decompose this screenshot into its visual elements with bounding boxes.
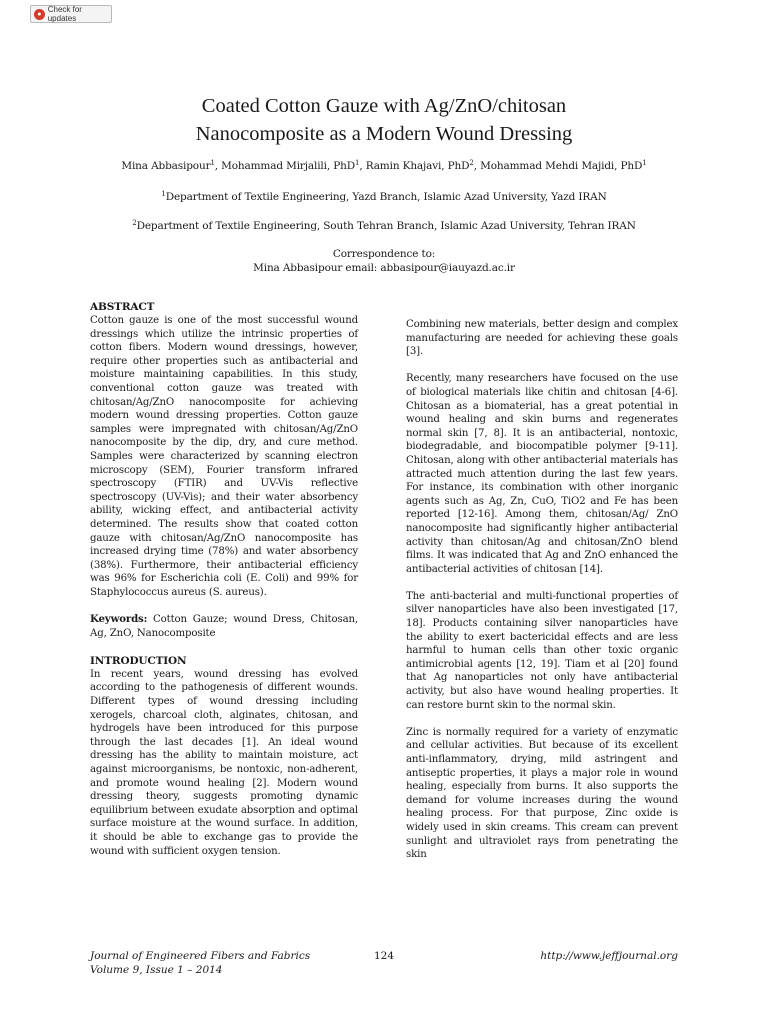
affiliation-2 (0, 220, 768, 232)
abstract-heading: ABSTRACT (90, 301, 155, 313)
keywords-label: Keywords: (90, 613, 148, 626)
check-for-updates-label: Check for updates (47, 5, 82, 23)
right-paragraph-2: Recently, many researchers have focused on the use of biological materials like chitin and chitosan [4-6]. Chitosan as a biomaterial, has a great potential in wound healing and skin burns and regenerates normal skin [7, 8]. It is an antibacterial, nontoxic, biodegradable, and biocompatible polymer [9-11]. Chitosan, along with other antibacterial materials has attracted much attention during the last few years. For instance, its combination with other inorganic agents such as Ag, Zn, CuO, TiO2 and Fe has been reported [12-16]. Among them, chitosan/Ag/ ZnO nanocomposite had significantly higher antibacterial activity than chitosan/Ag and chitosan/ZnO blend films. It was indicated that Ag and ZnO enhanced the antibacterial activities of chitosan [14]. (406, 373, 678, 575)
check-updates-icon: ● (34, 9, 45, 20)
author-3-affil: 2 (469, 159, 474, 167)
affiliation-1 (0, 191, 768, 203)
paper-title (0, 92, 768, 148)
affiliation-2-text: Department of Textile Engineering, South Tehran Branch, Islamic Azad University, Tehran IRAN (136, 220, 636, 232)
right-paragraph-1: Combining new materials, better design and complex manufacturing are needed for achieving these goals [3]. (406, 319, 678, 358)
keywords (90, 613, 358, 640)
correspondence-line: Mina Abbasipour email: abbasipour@iauyazd.ac.ir (253, 262, 515, 274)
author-4: , Mohammad Mehdi Majidi, PhD (473, 160, 643, 172)
author-2: , Mohammad Mirjalili, PhD (214, 160, 356, 172)
affiliation-1-number: 1 (161, 190, 166, 198)
author-4-affil: 1 (642, 159, 647, 167)
affiliation-1-text: Department of Textile Engineering, Yazd Branch, Islamic Azad University, Yazd IRAN (165, 191, 607, 203)
keywords-text: Cotton Gauze; wound Dress, Chitosan, Ag, ZnO, Nanocomposite (90, 614, 358, 639)
page-number: 124 (374, 950, 395, 962)
right-paragraph-3: The anti-bacterial and multi-functional properties of silver nanoparticles have also been investigated [17, 18]. Products containing silver nanoparticles have the ability to exert bactericidal effects and are less harmful to human cells than other toxic organic antimicrobial agents [12, 19]. Tiam et al [20] found that Ag nanoparticles not only have antibacterial activity, but also have wound healing properties. It can restore burnt skin to the normal skin. (406, 590, 678, 711)
introduction-heading: INTRODUCTION (90, 654, 187, 667)
author-1-affil: 1 (210, 159, 215, 167)
footer-journal-block (90, 950, 310, 977)
title-line-1: Coated Cotton Gauze with Ag/ZnO/chitosan (201, 95, 567, 117)
footer-url[interactable]: http://www.jeffjournal.org (540, 950, 678, 962)
author-3: , Ramin Khajavi, PhD (359, 160, 470, 172)
right-column (406, 318, 678, 862)
author-list (0, 160, 768, 172)
correspondence-label: Correspondence to: (332, 248, 436, 260)
author-2-affil: 1 (355, 159, 360, 167)
footer-journal: Journal of Engineered Fibers and Fabrics (90, 950, 311, 962)
introduction-text: In recent years, wound dressing has evolved according to the pathogenesis of different wounds. Different types of wound dressing including xerogels, charcoal cloth, alginates, chitosan, and hydrogels have been introduced for this purpose through the last decades [1]. An ideal wound dressing has the ability to maintain moisture, act against microorganisms, be nontoxic, non-adherent, and promote wound healing [2]. Modern wound dressing theory, suggests promoting dynamic equilibrium between exudate absorption and optimal surface moisture at the wound surface. In addition, it should be able to exchange gas to provide the wound with sufficient oxygen tension. (90, 668, 358, 857)
author-1: Mina Abbasipour (121, 160, 211, 172)
check-for-updates-badge[interactable] (30, 5, 112, 23)
abstract-text: Cotton gauze is one of the most successful wound dressings which utilize the intrinsic properties of cotton fibers. Modern wound dressings, however, require other properties such as antibacterial and moisture maintaining capabilities. In this study, conventional cotton gauze was treated with chitosan/Ag/ZnO nanocomposite for achieving modern wound dressing properties. Cotton gauze samples were impregnated with chitosan/Ag/ZnO nanocomposite by the dip, dry, and cure method. Samples were characterized by scanning electron microscopy (SEM), Fourier transform infrared spectroscopy (FTIR) and UV-Vis reflective spectroscopy (UV-Vis); and their water absorbency ability, wicking effect, and antibacterial activity determined. The results show that coated cotton gauze with chitosan/Ag/ZnO nanocomposite has increased drying time (78%) and water absorbency (38%). Furthermore, their antibacterial efficiency was 96% for Escherichia coli (E. Coli) and 99% for Staphylococcus aureus (S. aureus). (90, 315, 358, 598)
affiliation-2-number: 2 (132, 219, 137, 227)
footer-volume: Volume 9, Issue 1 – 2014 (90, 963, 223, 976)
right-paragraph-4: Zinc is normally required for a variety of enzymatic and cellular activities. But because of its excellent anti-inflammatory, drying, mild astringent and antiseptic properties, it plays a major role in wound healing, especially from burns. It also supports the demand for volume increases during the wound healing process. For that purpose, Zinc oxide is widely used in skin creams. This cream can prevent sunlight and ultraviolet rays from penetrating the skin (406, 726, 678, 861)
left-column (90, 300, 358, 858)
title-line-2: Nanocomposite as a Modern Wound Dressing (195, 123, 573, 145)
